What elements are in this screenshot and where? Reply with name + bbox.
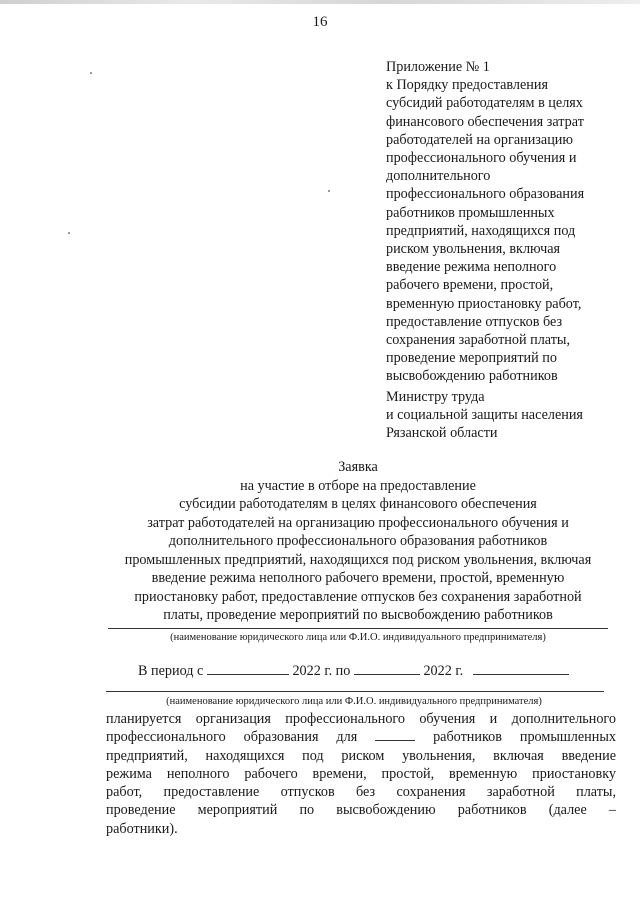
title-block <box>100 458 616 625</box>
appendix-block <box>386 58 636 386</box>
applicant-name-caption-2: (наименование юридического лица или Ф.И.О. индивидуального предпринимателя) <box>166 696 542 707</box>
body-line: режима неполного рабочего времени, простой, временную приостановку <box>106 765 616 782</box>
body-line: работ, предоставление отпусков без сохранения заработной платы, <box>106 784 616 801</box>
appendix-line: рабочего времени, простой, <box>386 277 554 294</box>
appendix-line: проведение мероприятий по <box>386 350 557 367</box>
appendix-line: высвобождению работников <box>386 368 558 385</box>
period-extra-field[interactable] <box>473 660 569 675</box>
period-year-2: 2022 г. <box>423 663 464 679</box>
appendix-line: субсидий работодателям в целях <box>386 95 583 112</box>
addressee-line: и социальной защиты населения <box>386 407 583 424</box>
title-line: приостановку работ, предоставление отпусков без сохранения заработной <box>134 588 582 605</box>
body-line: работники). <box>106 820 178 837</box>
addressee-line: Министру труда <box>386 389 485 405</box>
appendix-line: работников промышленных <box>386 204 555 221</box>
appendix-line: предоставление отпусков без <box>386 313 563 330</box>
page-number: 16 <box>312 14 328 30</box>
body-line-fragment: профессионального образования для <box>106 729 358 746</box>
appendix-line: Приложение № 1 <box>386 59 490 75</box>
appendix-line: работодателей на организацию <box>386 131 573 148</box>
body-line: предприятий, находящихся под риском увольнения, включая введение <box>106 747 616 764</box>
appendix-line: к Порядку предоставления <box>386 77 548 94</box>
scan-speck <box>328 190 330 192</box>
appendix-line: предприятий, находящихся под <box>386 222 576 239</box>
body-line: проведение мероприятий по высвобождению работников (далее – <box>106 802 616 819</box>
period-year-1: 2022 г. по <box>292 663 351 679</box>
period-start-field[interactable] <box>207 660 289 675</box>
period-row <box>138 660 569 680</box>
appendix-line: риском увольнения, включая <box>386 241 561 258</box>
title-line: затрат работодателей на организацию профессионального обучения и <box>147 514 569 531</box>
applicant-name-line <box>108 628 608 629</box>
applicant-name-line-2 <box>106 691 604 692</box>
title-line: на участие в отборе на предоставление <box>240 477 476 494</box>
document-heading: Заявка <box>338 459 378 475</box>
period-prefix: В период с <box>138 663 204 679</box>
appendix-line: профессионального образования <box>386 186 585 203</box>
addressee-block <box>386 388 636 443</box>
title-line: субсидии работодателям в целях финансового обеспечения <box>179 496 537 512</box>
scan-edge <box>0 0 640 4</box>
appendix-line: сохранения заработной платы, <box>386 332 570 349</box>
body-line-fragment: работников промышленных <box>433 729 616 746</box>
scan-speck <box>68 232 70 234</box>
applicant-name-caption: (наименование юридического лица или Ф.И.О. индивидуального предпринимателя) <box>170 632 546 643</box>
body-line: планируется организация профессионального обучения и дополнительного <box>106 711 616 727</box>
appendix-line: финансового обеспечения затрат <box>386 113 584 130</box>
period-end-field[interactable] <box>354 660 420 675</box>
appendix-line: временную приостановку работ, <box>386 295 582 312</box>
document-subtitle <box>100 477 616 625</box>
workers-count-field[interactable] <box>375 728 415 741</box>
title-line: введение режима неполного рабочего времени, простой, временную <box>151 570 565 586</box>
title-line: промышленных предприятий, находящихся под риском увольнения, включая <box>124 551 592 568</box>
appendix-line: профессионального обучения и <box>386 150 577 167</box>
scan-speck <box>90 72 92 74</box>
application-body <box>106 710 616 838</box>
addressee-line: Рязанской области <box>386 425 498 442</box>
body-line <box>106 728 616 746</box>
title-line: дополнительного профессионального образования работников <box>168 533 548 549</box>
appendix-line: введение режима неполного <box>386 259 557 276</box>
title-line: платы, проведение мероприятий по высвобождению работников <box>163 607 553 623</box>
appendix-line: дополнительного <box>386 168 491 185</box>
